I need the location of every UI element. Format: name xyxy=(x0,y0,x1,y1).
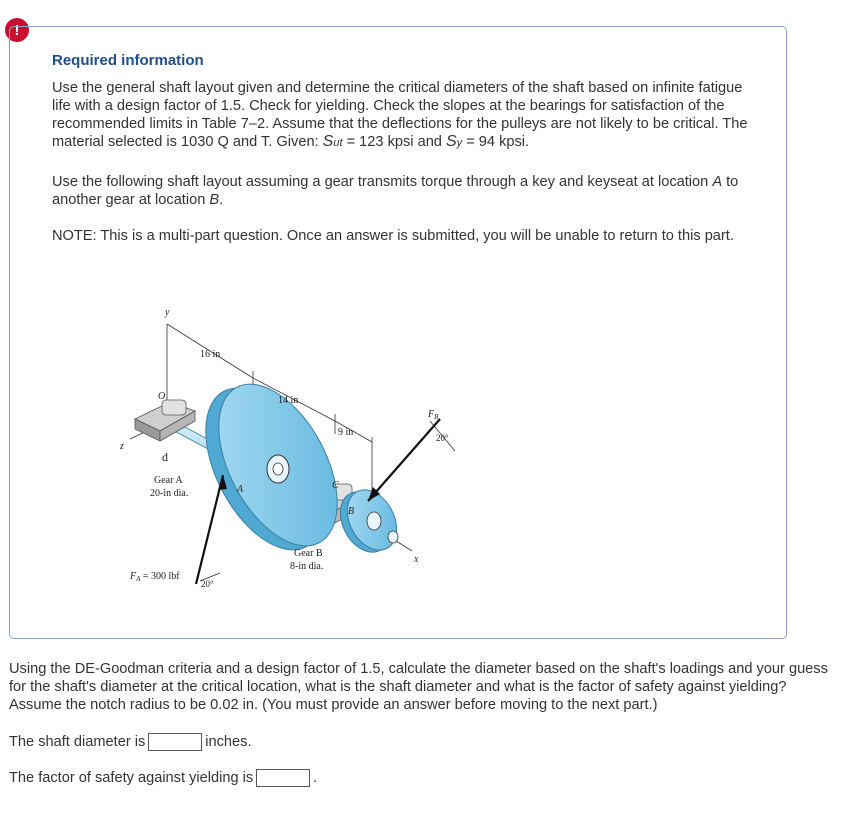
force-fb-arrow xyxy=(368,419,440,501)
sut-symbol: Sut xyxy=(322,133,343,150)
sy-value: = 94 kpsi. xyxy=(462,134,530,150)
angle-a: 20° xyxy=(201,579,214,589)
force-fa-label: $F_A = 300$ lbf xyxy=(130,571,180,583)
gear-a-name: Gear A xyxy=(154,475,183,486)
dim-14: 14 in xyxy=(278,395,299,406)
gear-b-name: Gear B xyxy=(294,548,323,559)
sut-value: = 123 kpsi and xyxy=(342,134,446,150)
info-title: Required information xyxy=(52,52,204,69)
gear-a-dia: 20-in dia. xyxy=(150,488,189,499)
fos-suffix: . xyxy=(313,770,318,786)
angle-b: 20° xyxy=(436,433,449,443)
dim-9: 9 in xyxy=(338,427,354,438)
fos-label: The factor of safety against yielding is xyxy=(9,770,254,786)
diameter-answer-row xyxy=(9,733,252,751)
label-y: y xyxy=(165,307,170,318)
label-b: B xyxy=(348,506,355,517)
alert-icon: ! xyxy=(5,18,29,42)
note-text: NOTE: This is a multi-part question. Once an answer is submitted, you will be unable to return to this part. xyxy=(52,228,734,244)
diameter-unit: inches. xyxy=(205,734,252,750)
layout-instruction: Use the following shaft layout assuming a gear transmits torque through a key and keyseat at location A to another gear at location B. xyxy=(52,174,739,208)
dim-16: 16 in xyxy=(200,349,221,360)
problem-statement xyxy=(52,79,752,152)
gear-b-dia: 8-in dia. xyxy=(290,561,324,572)
diameter-input[interactable] xyxy=(148,733,202,751)
label-d: d xyxy=(162,450,168,464)
force-fa-arrow xyxy=(196,475,223,584)
label-z: z xyxy=(120,441,124,452)
force-fb-label: $F_B$ xyxy=(428,409,439,421)
label-x: x xyxy=(414,554,419,565)
fos-answer-row xyxy=(9,769,317,787)
sy-symbol: Sy xyxy=(445,133,463,150)
diameter-label: The shaft diameter is xyxy=(9,734,146,750)
question-text: Using the DE-Goodman criteria and a design factor of 1.5, calculate the diameter based on the shaft's loadings and your guess for the shaft's diameter at the critical location, what is the shaft diameter and what is the factor of safety against yielding? Assume the notch radius to be 0.02 in. (You must provide an answer before moving to the next part.) xyxy=(9,661,828,713)
fos-input[interactable] xyxy=(256,769,310,787)
shaft-layout-diagram xyxy=(110,279,490,609)
required-info-panel xyxy=(9,26,787,639)
label-o: O xyxy=(158,391,166,402)
statement-text: Use the general shaft layout given and determine the critical diameters of the shaft based on infinite fatigue life with a design factor of 1.5. Check for yielding. Check the slopes at the bearings for satisfaction of the recommended limits in Table 7–2. Assume that the deflections for the pulleys are not likely to be critical. The material selected is 1030 Q and T. Given: xyxy=(52,80,748,150)
label-c: C xyxy=(332,480,339,491)
label-a: A xyxy=(237,484,244,495)
